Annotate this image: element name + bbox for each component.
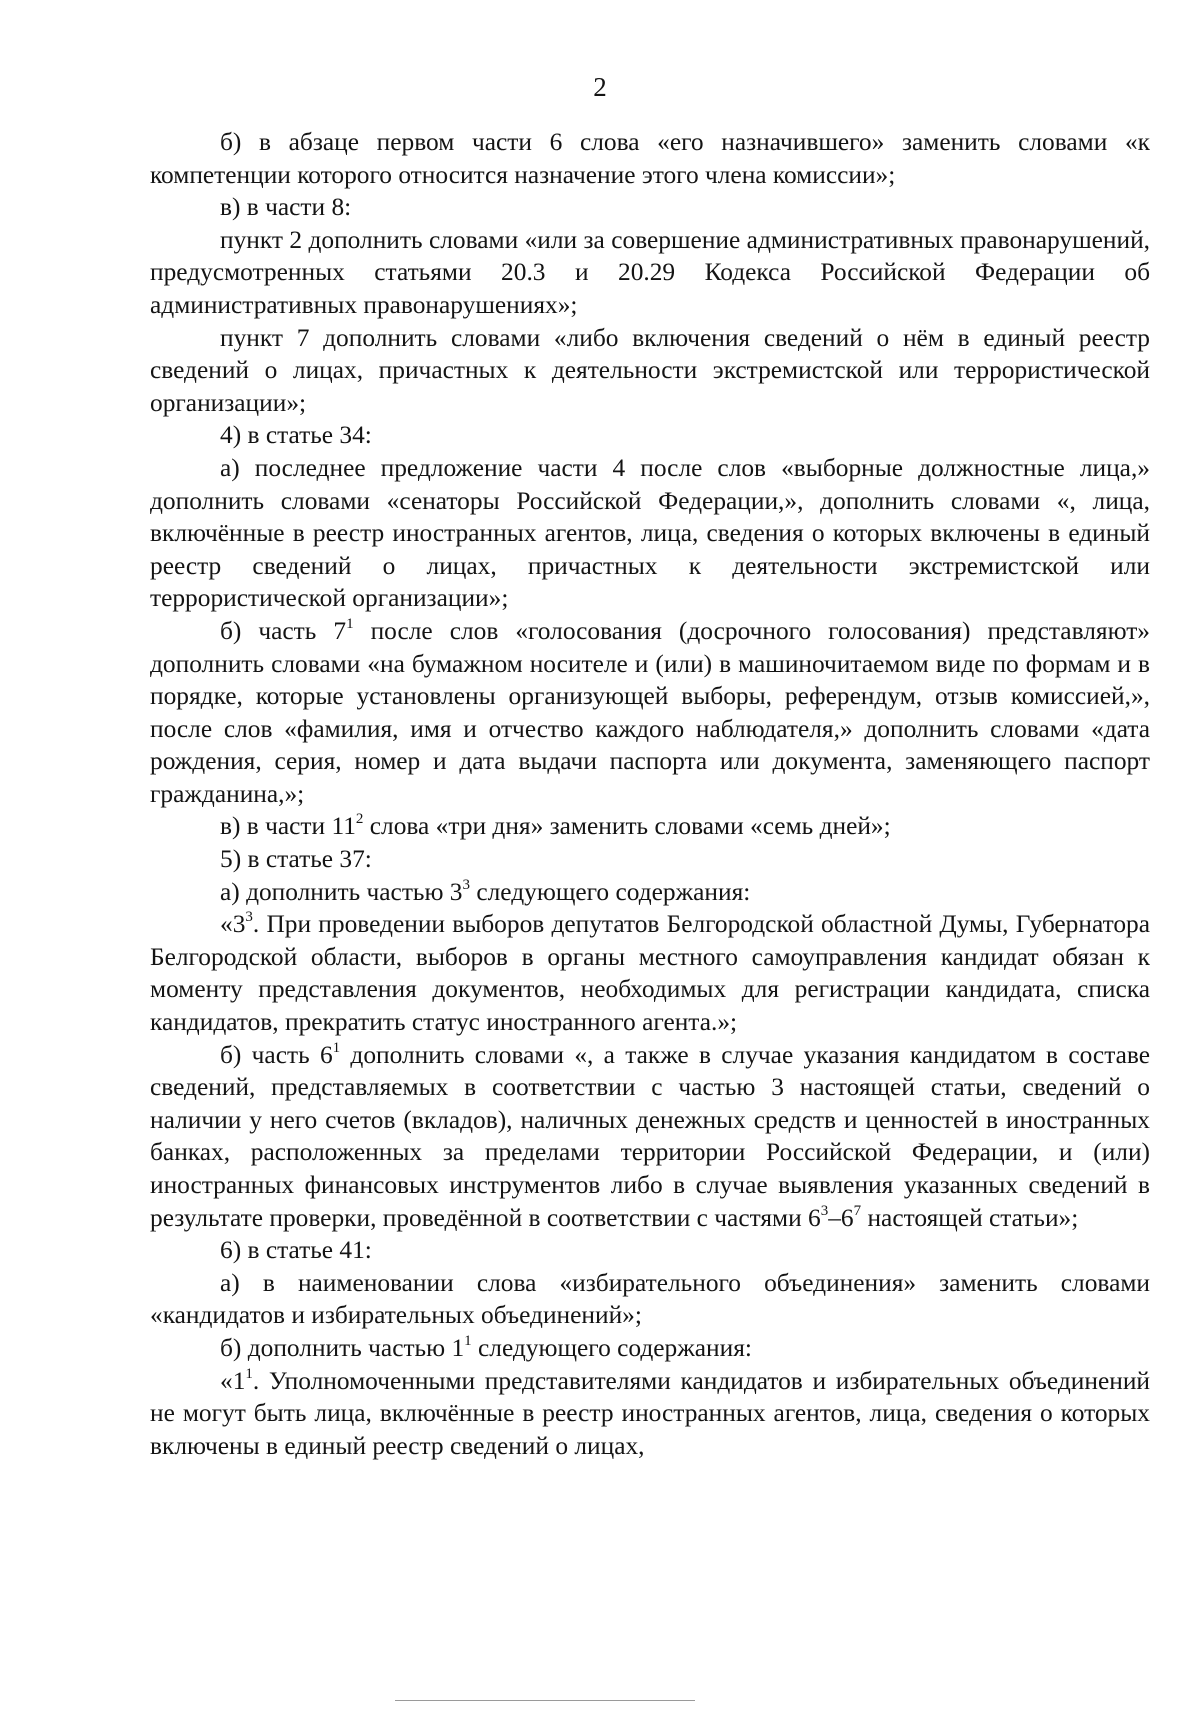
superscript: 1 <box>464 1332 472 1349</box>
paragraph-text: а) в наименовании слова «избирательного объединения» заменить словами «кандидатов и избирательных объединений»; <box>150 1268 1150 1330</box>
footer-rule <box>395 1700 695 1701</box>
paragraph-text: б) часть 6 <box>220 1040 333 1069</box>
paragraph <box>150 419 1150 452</box>
paragraph <box>150 224 1150 322</box>
paragraph-text: . Уполномоченными представителями кандидатов и избирательных объединений не могут быть лица, включённые в реестр иностранных агентов, лица, сведения о которых включены в единый реестр сведений о лицах, <box>150 1366 1150 1460</box>
paragraph <box>150 876 1150 909</box>
paragraph-text: следующего содержания: <box>471 1333 752 1362</box>
page-number: 2 <box>593 72 607 102</box>
paragraph <box>150 1267 1150 1332</box>
paragraph <box>150 1332 1150 1365</box>
paragraph-text: в) в части 8: <box>220 193 352 222</box>
superscript: 2 <box>355 811 364 828</box>
paragraph-text: следующего содержания: <box>470 877 751 906</box>
paragraph <box>150 191 1150 224</box>
superscript: 1 <box>245 1365 253 1382</box>
superscript: 7 <box>853 1202 862 1219</box>
paragraph-text: «3 <box>220 910 246 939</box>
superscript: 3 <box>462 876 471 893</box>
paragraph <box>150 126 1150 191</box>
paragraph-text: . При проведении выборов депутатов Белгородской областной Думы, Губернатора Белгородской области, выборов в органы местного самоуправления кандидат обязан к моменту представления документов, необходимых для регистрации кандидата, списка кандидатов, прекратить статус иностранного агента.»; <box>150 910 1150 1037</box>
superscript: 3 <box>245 909 253 926</box>
paragraph-text: 4) в статье 34: <box>220 421 372 450</box>
paragraph-text: в) в части 11 <box>220 812 356 841</box>
paragraph-text: а) дополнить частью 3 <box>220 877 463 906</box>
paragraph-text: слова «три дня» заменить словами «семь дней»; <box>363 812 891 841</box>
paragraph <box>150 843 1150 876</box>
paragraph-text: а) последнее предложение части 4 после слов «выборные должностные лица,» дополнить словами «сенаторы Российской Федерации,», дополнить словами «, лица, включённые в реестр иностранных агентов, лица, сведения о которых включены в единый реестр сведений о лицах, причастных к деятельности экстремистской или террористической организации»; <box>150 453 1150 613</box>
paragraph-text: б) часть 7 <box>220 616 347 645</box>
paragraph-text: 5) в статье 37: <box>220 845 372 874</box>
paragraph <box>150 615 1150 811</box>
paragraph-text: настоящей статьи»; <box>861 1203 1079 1232</box>
paragraph <box>150 908 1150 1038</box>
paragraph-text: пункт 2 дополнить словами «или за совершение административных правонарушений, предусмотренных статьями 20.3 и 20.29 Кодекса Российской Федерации об административных правонарушениях»; <box>150 225 1150 319</box>
paragraph <box>150 1234 1150 1267</box>
superscript: 1 <box>346 615 354 632</box>
paragraph-text: после слов «голосования (досрочного голосования) представляют» дополнить словами «на бумажном носителе и (или) в машиночитаемом виде по формам и в порядке, которые установлены организующей выборы, референдум, отзыв комиссией,», после слов «фамилия, имя и отчество каждого наблюдателя,» дополнить словами «дата рождения, серия, номер и дата выдачи паспорта или документа, заменяющего паспорт гражданина,»; <box>150 616 1150 808</box>
paragraph-text: «1 <box>220 1366 246 1395</box>
paragraph <box>150 452 1150 615</box>
paragraph <box>150 810 1150 843</box>
paragraph <box>150 1039 1150 1235</box>
paragraph-text: б) в абзаце первом части 6 слова «его назначившего» заменить словами «к компетенции которого относится назначение этого члена комиссии»; <box>150 128 1150 189</box>
paragraph-text: б) дополнить частью 1 <box>220 1333 465 1362</box>
document-body <box>150 126 1150 1462</box>
paragraph-text: –6 <box>828 1203 854 1232</box>
paragraph <box>150 1365 1150 1463</box>
superscript: 1 <box>332 1039 341 1056</box>
paragraph-text: дополнить словами «, а также в случае указания кандидатом в составе сведений, представляемых в соответствии с частью 3 настоящей статьи, сведений о наличии у него счетов (вкладов), наличных денежных средств и ценностей в иностранных банках, расположенных за пределами территории Российской Федерации, и (или) иностранных финансовых инструментов либо в случае выявления указанных сведений в результате проверки, проведённой в соответствии с частями 6 <box>150 1040 1150 1232</box>
paragraph-text: пункт 7 дополнить словами «либо включения сведений о нём в единый реестр сведений о лицах, причастных к деятельности экстремистской или террористической организации»; <box>150 323 1150 417</box>
paragraph-text: 6) в статье 41: <box>220 1236 372 1265</box>
paragraph <box>150 322 1150 420</box>
superscript: 3 <box>820 1202 829 1219</box>
